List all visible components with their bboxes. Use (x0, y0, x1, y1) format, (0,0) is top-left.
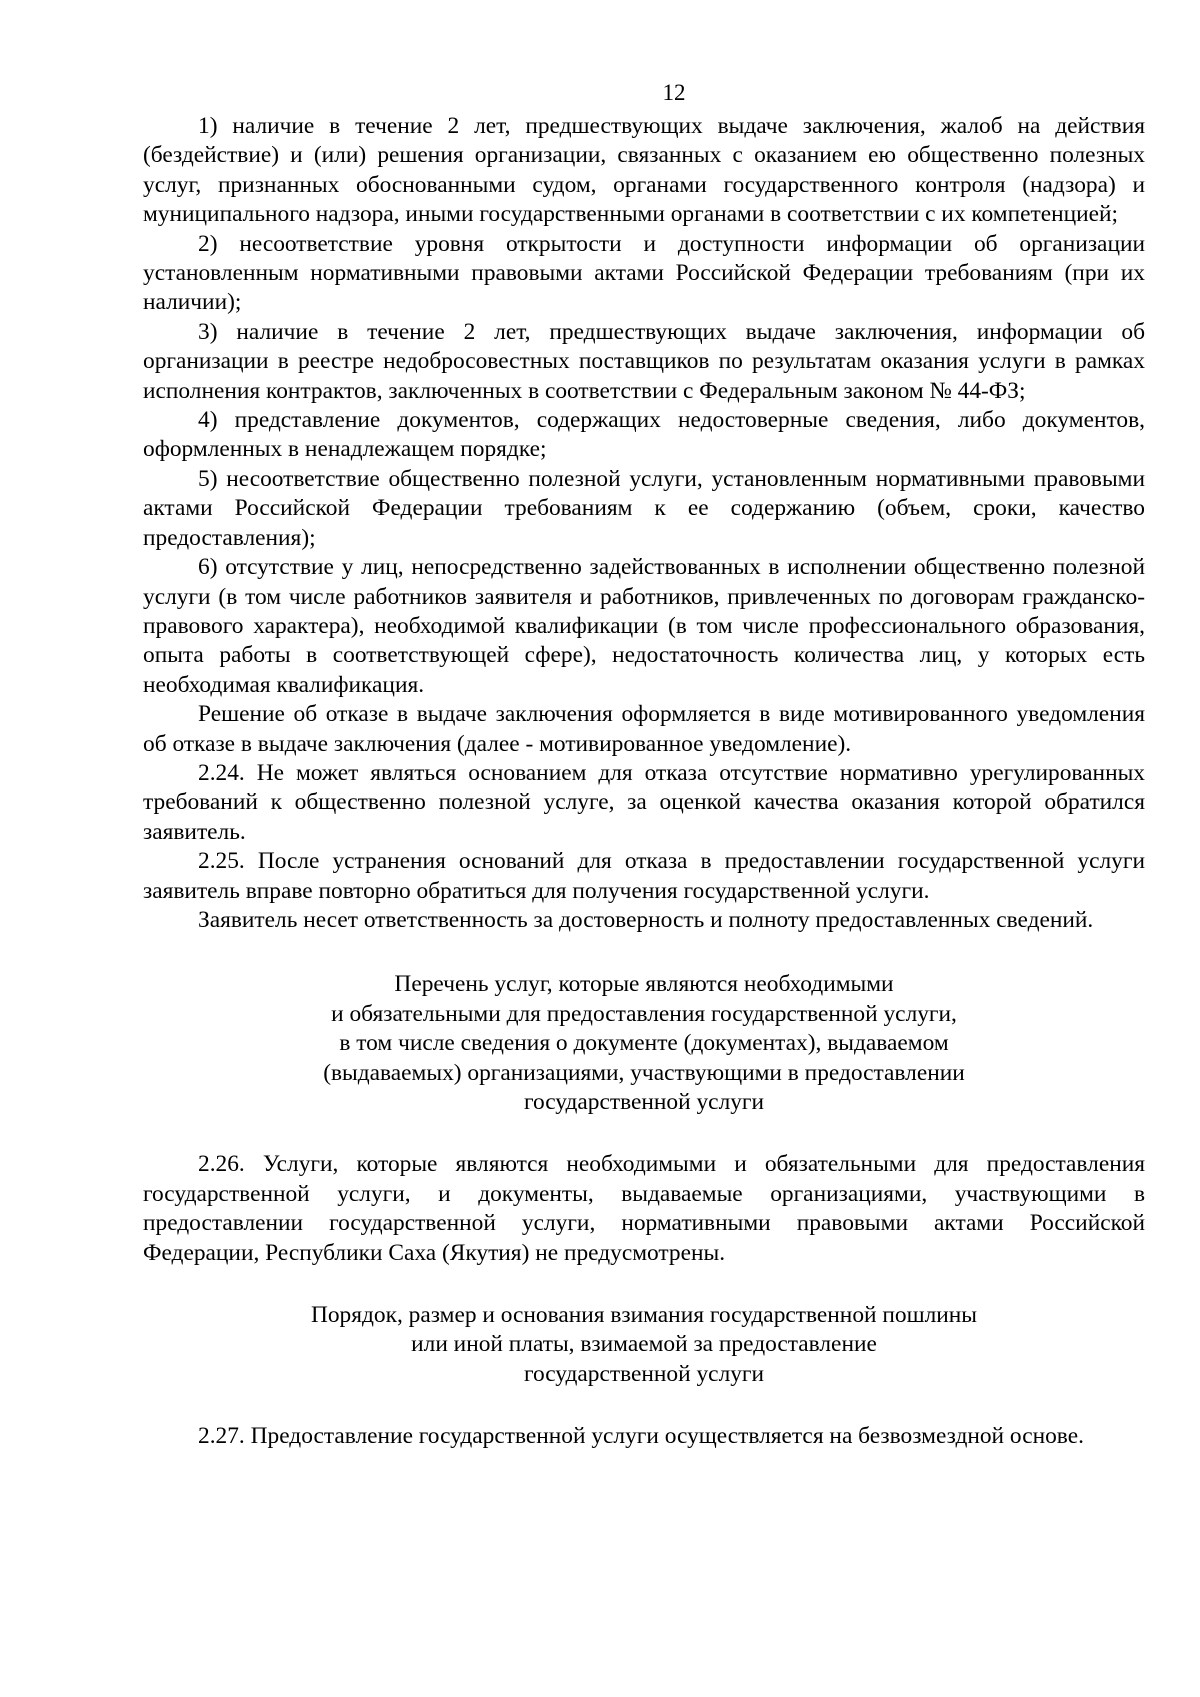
section-heading-required-services (143, 970, 1145, 1117)
paragraph-item-1: 1) наличие в течение 2 лет, предшествующих выдаче заключения, жалоб на действия (бездействие) и (или) решения организации, связанных с оказанием ею общественно полезных услуг, признанных обоснованными судом, органами государственного контроля (надзора) и муниципального надзора, иными государственными органами в соответствии с их компетенцией; (143, 113, 1145, 228)
heading-line: Порядок, размер и основания взимания государственной пошлины (310, 1302, 978, 1329)
heading-line: в том числе сведения о документе (документах), выдаваемом (339, 1030, 949, 1057)
section-heading-state-fee (143, 1301, 1145, 1389)
paragraph-2-26: 2.26. Услуги, которые являются необходимыми и обязательными для предоставления государственной услуги, и документы, выдаваемые организациями, участвующими в предоставлении государственной услуги, нормативными правовыми актами Российской Федерации, Республики Саха (Якутия) не предусмотрены. (143, 1151, 1145, 1266)
paragraph-item-5: 5) несоответствие общественно полезной услуги, установленным нормативными правовыми актами Российской Федерации требованиям к ее содержанию (объем, сроки, качество предоставления); (143, 465, 1145, 551)
paragraph-item-3: 3) наличие в течение 2 лет, предшествующих выдаче заключения, информации об организации в реестре недобросовестных поставщиков по результатам оказания услуги в рамках исполнения контрактов, заключенных в соответствии с Федеральным законом № 44-ФЗ; (143, 318, 1145, 404)
spacer (143, 1389, 1145, 1422)
paragraph-2-25: 2.25. После устранения оснований для отказа в предоставлении государственной услуги заявитель вправе повторно обратиться для получения государственной услуги. (143, 848, 1145, 904)
heading-line: государственной услуги (523, 1360, 765, 1387)
spacer (143, 1268, 1145, 1301)
paragraph-item-6: 6) отсутствие у лиц, непосредственно задействованных в исполнении общественно полезной услуги (в том числе работников заявителя и работников, привлеченных по договорам гражданско-правового характера), необходимой квалификации (в том числе профессионального образования, опыта работы в соответствующей сфере), недостаточность количества лиц, у которых есть необходимая квалификация. (143, 554, 1145, 698)
heading-line: (выдаваемых) организациями, участвующими в предоставлении (323, 1059, 965, 1086)
spacer (143, 935, 1145, 970)
paragraph-applicant-responsibility: Заявитель несет ответственность за достоверность и полноту предоставленных сведений. (198, 906, 1094, 933)
heading-line: и обязательными для предоставления государственной услуги, (331, 1000, 957, 1027)
paragraph-item-4: 4) представление документов, содержащих недостоверные сведения, либо документов, оформленных в ненадлежащем порядке; (143, 407, 1145, 463)
paragraph-item-2: 2) несоответствие уровня открытости и доступности информации об организации установленным нормативными правовыми актами Российской Федерации требованиям (при их наличии); (143, 230, 1145, 316)
heading-line: Перечень услуг, которые являются необходимыми (394, 971, 894, 998)
paragraph-refusal-decision: Решение об отказе в выдаче заключения оформляется в виде мотивированного уведомления об отказе в выдаче заключения (далее - мотивированное уведомление). (143, 701, 1145, 757)
paragraph-2-24: 2.24. Не может являться основанием для отказа отсутствие нормативно урегулированных требований к общественно полезной услуге, за оценкой качества оказания которой обратился заявитель. (143, 759, 1145, 845)
heading-line: государственной услуги (523, 1089, 765, 1115)
spacer (143, 1117, 1145, 1150)
page-number: 12 (662, 80, 686, 105)
paragraph-2-27: 2.27. Предоставление государственной услуги осуществляется на безвозмездной основе. (198, 1423, 1084, 1450)
heading-line: или иной платы, взимаемой за предоставление (411, 1331, 877, 1358)
